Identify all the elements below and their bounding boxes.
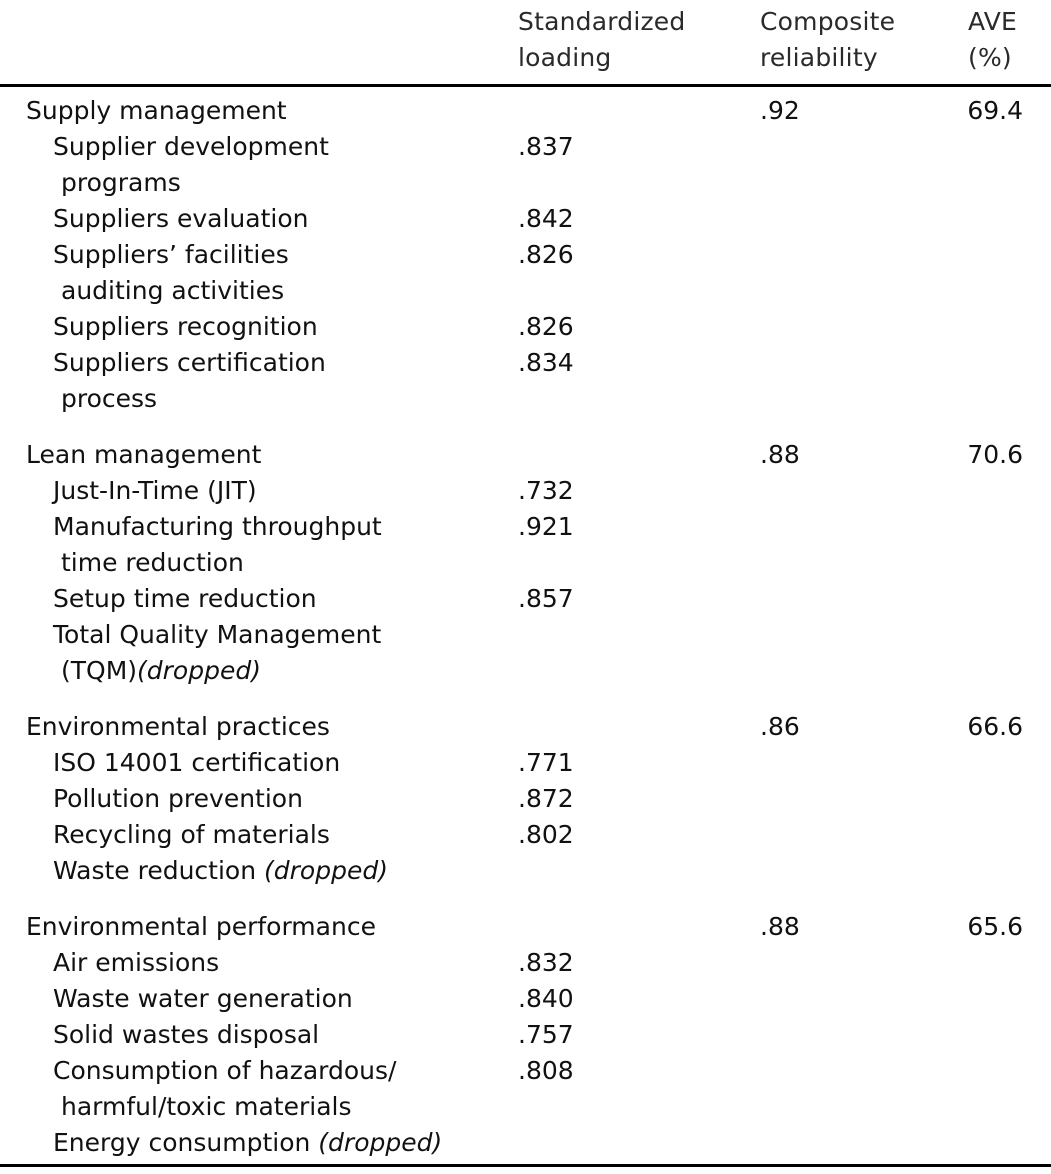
header-rule bbox=[0, 84, 1051, 87]
item-row bbox=[0, 945, 1051, 981]
ave-value: 69.4 bbox=[967, 96, 1023, 125]
item-label-continuation: (TQM) bbox=[61, 656, 138, 685]
item-row bbox=[0, 745, 1051, 781]
composite-reliability-value: .86 bbox=[760, 712, 800, 741]
item-label bbox=[0, 617, 523, 689]
item-label-line: Solid wastes disposal bbox=[53, 1020, 320, 1049]
ave-value: 70.6 bbox=[967, 440, 1023, 469]
item-row bbox=[0, 473, 1051, 509]
item-row bbox=[0, 237, 1051, 309]
standardized-loading-value: .832 bbox=[518, 948, 574, 977]
item-label bbox=[0, 237, 523, 309]
item-label-line: Pollution prevention bbox=[53, 784, 303, 813]
item-label-line: Recycling of materials bbox=[53, 820, 330, 849]
item-row bbox=[0, 201, 1051, 237]
standardized-loading-value: .771 bbox=[518, 748, 574, 777]
item-label bbox=[0, 509, 523, 581]
table-section bbox=[0, 93, 1051, 417]
standardized-loading-value: .872 bbox=[518, 784, 574, 813]
item-label-continuation: programs bbox=[61, 168, 181, 197]
item-label-continuation: harmful/toxic materials bbox=[61, 1092, 352, 1121]
item-label bbox=[0, 817, 523, 853]
table-header bbox=[0, 0, 1051, 84]
item-label-line: Manufacturing throughput bbox=[53, 512, 382, 541]
item-label-continuation: process bbox=[61, 384, 158, 413]
item-row bbox=[0, 1017, 1051, 1053]
item-label bbox=[0, 745, 523, 781]
standardized-loading-value: .757 bbox=[518, 1020, 574, 1049]
composite-reliability-value: .92 bbox=[760, 96, 800, 125]
item-label-line: Waste reduction bbox=[53, 856, 257, 885]
item-label-line: Setup time reduction bbox=[53, 584, 317, 613]
item-label-line: Just-In-Time (JIT) bbox=[53, 476, 257, 505]
item-label bbox=[0, 129, 523, 201]
header-loading-line-2: loading bbox=[518, 43, 612, 72]
header-ave bbox=[968, 4, 1017, 76]
item-label-line: Air emissions bbox=[53, 948, 220, 977]
ave-value: 65.6 bbox=[967, 912, 1023, 941]
item-label bbox=[0, 945, 523, 981]
header-ave-line-1: AVE bbox=[968, 7, 1018, 36]
item-label bbox=[0, 781, 523, 817]
item-row bbox=[0, 981, 1051, 1017]
composite-reliability-value: .88 bbox=[760, 440, 800, 469]
item-label bbox=[0, 853, 523, 889]
item-row bbox=[0, 817, 1051, 853]
item-label-line: Energy consumption bbox=[53, 1128, 311, 1157]
item-label-line: ISO 14001 certification bbox=[53, 748, 341, 777]
standardized-loading-value: .840 bbox=[518, 984, 574, 1013]
table-section bbox=[0, 709, 1051, 889]
group-label: Supply management bbox=[26, 96, 287, 125]
item-row bbox=[0, 509, 1051, 581]
standardized-loading-value: .837 bbox=[518, 132, 574, 161]
item-label bbox=[0, 1053, 523, 1125]
dropped-note: (dropped) bbox=[137, 656, 261, 685]
item-row bbox=[0, 853, 1051, 889]
group-row bbox=[0, 709, 1051, 745]
item-row bbox=[0, 1125, 1051, 1161]
header-loading-line-1: Standardized bbox=[518, 7, 686, 36]
item-row bbox=[0, 581, 1051, 617]
item-row bbox=[0, 781, 1051, 817]
header-ave-line-2: (%) bbox=[968, 43, 1012, 72]
item-label-line: Supplier development bbox=[53, 132, 329, 161]
item-label bbox=[0, 309, 523, 345]
standardized-loading-value: .842 bbox=[518, 204, 574, 233]
item-label bbox=[0, 1125, 523, 1161]
table-section bbox=[0, 909, 1051, 1161]
item-label-line: Suppliers evaluation bbox=[53, 204, 309, 233]
group-label: Environmental performance bbox=[26, 912, 376, 941]
item-label-line: Suppliers recognition bbox=[53, 312, 318, 341]
group-row bbox=[0, 437, 1051, 473]
item-row bbox=[0, 129, 1051, 201]
header-composite-reliability bbox=[760, 4, 895, 76]
standardized-loading-value: .826 bbox=[518, 240, 574, 269]
item-label bbox=[0, 981, 523, 1017]
item-label-line: Waste water generation bbox=[53, 984, 353, 1013]
header-cr-line-1: Composite bbox=[760, 7, 896, 36]
item-row bbox=[0, 617, 1051, 689]
header-standardized-loading bbox=[518, 4, 685, 76]
dropped-note: (dropped) bbox=[318, 1128, 443, 1157]
standardized-loading-value: .834 bbox=[518, 348, 574, 377]
group-label: Lean management bbox=[26, 440, 262, 469]
item-label-line: Consumption of hazardous/ bbox=[53, 1056, 397, 1085]
item-row bbox=[0, 309, 1051, 345]
item-label bbox=[0, 1017, 523, 1053]
bottom-rule bbox=[0, 1164, 1051, 1167]
group-label: Environmental practices bbox=[26, 712, 330, 741]
group-row bbox=[0, 909, 1051, 945]
item-label bbox=[0, 201, 523, 237]
dropped-note: (dropped) bbox=[264, 856, 388, 885]
standardized-loading-value: .857 bbox=[518, 584, 574, 613]
standardized-loading-value: .802 bbox=[518, 820, 574, 849]
ave-value: 66.6 bbox=[967, 712, 1023, 741]
composite-reliability-value: .88 bbox=[760, 912, 800, 941]
item-label-line: Total Quality Management bbox=[53, 620, 382, 649]
item-label bbox=[0, 345, 523, 417]
item-label bbox=[0, 473, 523, 509]
item-label-line: Suppliers’ facilities bbox=[53, 240, 289, 269]
item-row bbox=[0, 1053, 1051, 1125]
item-label-line: Suppliers certification bbox=[53, 348, 326, 377]
item-label-continuation: time reduction bbox=[61, 548, 244, 577]
table-section bbox=[0, 437, 1051, 689]
header-cr-line-2: reliability bbox=[760, 43, 878, 72]
item-label-continuation: auditing activities bbox=[61, 276, 285, 305]
standardized-loading-value: .732 bbox=[518, 476, 574, 505]
item-row bbox=[0, 345, 1051, 417]
standardized-loading-value: .921 bbox=[518, 512, 574, 541]
item-label bbox=[0, 581, 523, 617]
standardized-loading-value: .826 bbox=[518, 312, 574, 341]
standardized-loading-value: .808 bbox=[518, 1056, 574, 1085]
group-row bbox=[0, 93, 1051, 129]
table-body bbox=[0, 93, 1051, 1161]
